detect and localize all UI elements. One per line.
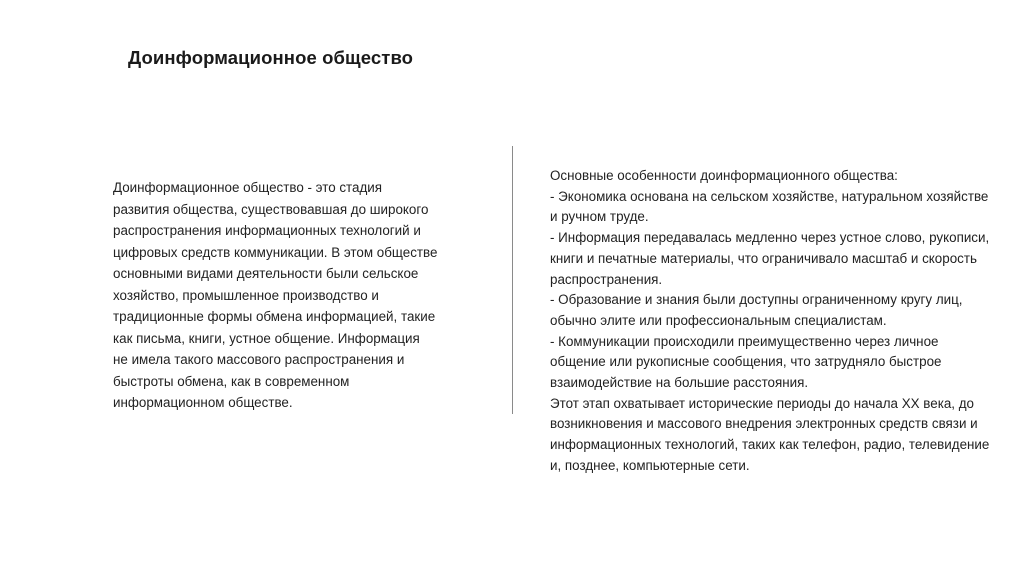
- left-text-line: быстроты обмена, как в современном: [113, 373, 350, 389]
- left-text-line: не имела такого массового распространения и: [113, 352, 405, 367]
- left-text-line: Доинформационное общество - это стадия: [113, 180, 383, 195]
- left-text-line: как письма, книги, устное общение. Информация: [113, 330, 420, 346]
- right-text-line: - Коммуникации происходили преимущественно через личное: [550, 333, 939, 349]
- right-text-line: книги и печатные материалы, что ограничивало масштаб и скорость: [550, 250, 977, 266]
- right-text-line: распространения.: [550, 271, 663, 287]
- right-text-block: [550, 166, 1010, 477]
- right-text-line: взаимодействие на большие расстояния.: [550, 375, 809, 391]
- right-text-line: - Информация передавалась медленно через устное слово, рукописи,: [550, 230, 990, 246]
- right-text-line: - Экономика основана на сельском хозяйстве, натуральном хозяйстве: [550, 188, 989, 204]
- left-text-line: информационном обществе.: [113, 395, 293, 410]
- left-text-line: развития общества, существовавшая до широкого: [113, 201, 429, 217]
- right-text-line: Этот этап охватывает исторические периоды до начала XX века, до: [550, 395, 975, 411]
- right-text-line: возникновения и массового внедрения электронных средств связи и: [550, 416, 978, 432]
- right-text-line: Основные особенности доинформационного общества:: [550, 168, 898, 183]
- left-text-line: цифровых средств коммуникации. В этом обществе: [113, 244, 438, 260]
- right-text-line: и, позднее, компьютерные сети.: [550, 457, 750, 473]
- right-text-line: обычно элите или профессиональным специалистам.: [550, 312, 887, 328]
- left-text-line: распространения информационных технологий и: [113, 223, 421, 238]
- right-text-line: общение или рукописные сообщения, что затрудняло быстрое: [550, 354, 942, 370]
- left-text-line: традиционные формы обмена информацией, такие: [113, 309, 436, 324]
- left-text-line: хозяйство, промышленное производство и: [113, 287, 379, 303]
- left-text-block: [113, 177, 453, 414]
- slide-title: Доинформационное общество: [128, 47, 414, 68]
- left-text-line: основными видами деятельности были сельское: [113, 266, 419, 281]
- right-text-line: - Образование и знания были доступны ограниченному кругу лиц,: [550, 292, 963, 308]
- column-divider: [512, 146, 513, 414]
- right-text-line: и ручном труде.: [550, 209, 649, 225]
- right-text-line: информационных технологий, таких как телефон, радио, телевидение: [550, 437, 990, 453]
